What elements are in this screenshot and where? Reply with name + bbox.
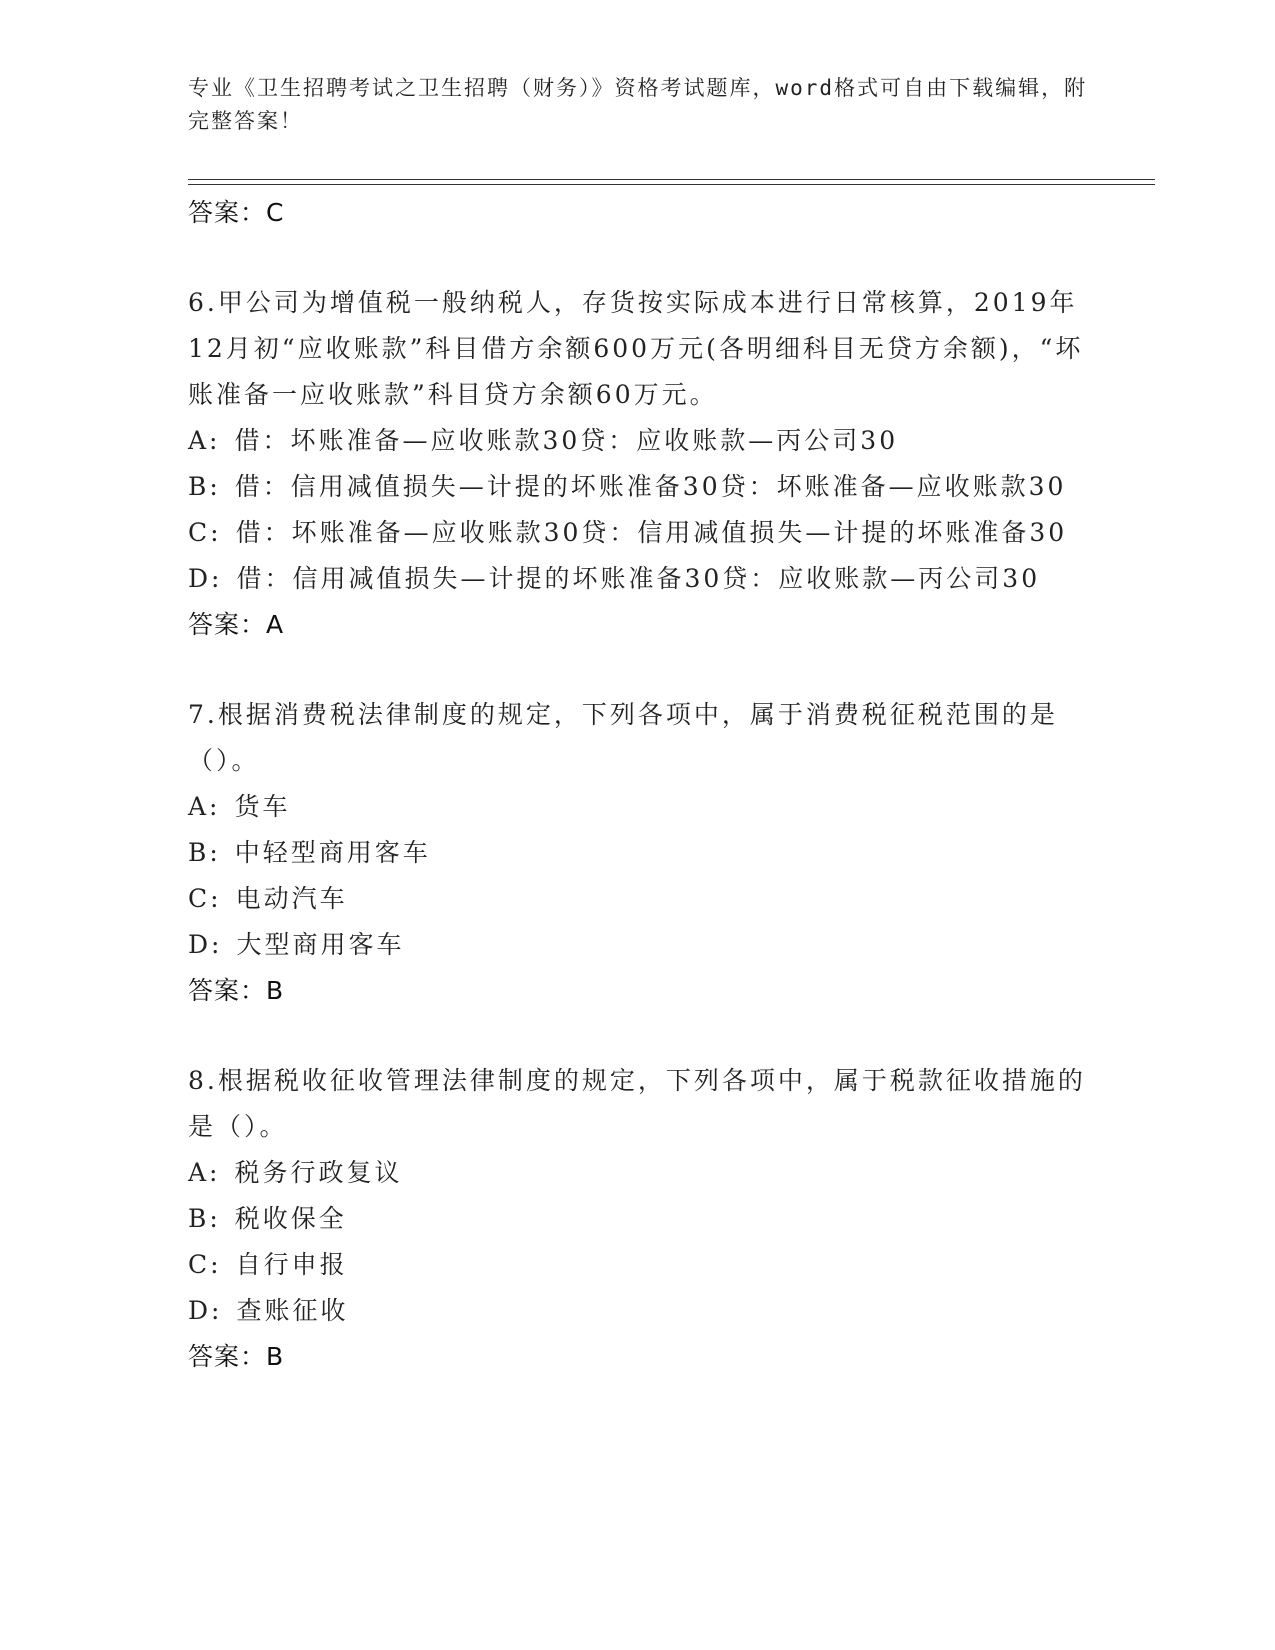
option-label: A:: [188, 792, 221, 821]
option-text: 借：坏账准备—应收账款30贷：应收账款—丙公司30: [234, 426, 899, 455]
option-d: [188, 1288, 1088, 1334]
option-d: [188, 922, 1088, 968]
option-text: 借：信用减值损失—计提的坏账准备30贷：应收账款—丙公司30: [236, 564, 1041, 593]
option-label: A:: [188, 426, 221, 455]
option-text: 税收保全: [234, 1204, 347, 1233]
option-a: [188, 784, 1088, 830]
option-d: [188, 556, 1088, 602]
option-a: [188, 418, 1088, 464]
option-text: 大型商用客车: [236, 930, 405, 959]
option-c: [188, 1242, 1088, 1288]
answer-line: 答案：A: [188, 610, 285, 639]
option-b: [188, 1196, 1088, 1242]
header-rule-top: [188, 179, 1155, 180]
header-rule-bottom: [188, 184, 1155, 185]
option-text: 中轻型商用客车: [234, 838, 431, 867]
question-text: 6.甲公司为增值税一般纳税人，存货按实际成本进行日常核算，2019年12月初“应收账款”科目借方余额600万元(各明细科目无贷方余额)，“坏账准备一应收账款”科目贷方余额60万元。: [188, 288, 1084, 409]
option-label: D:: [188, 564, 223, 593]
page-header: 专业《卫生招聘考试之卫生招聘（财务）》资格考试题库，word格式可自由下载编辑，附完整答案！: [188, 76, 1088, 133]
option-text: 借：坏账准备—应收账款30贷：信用减值损失—计提的坏账准备30: [235, 518, 1068, 547]
answer-line: 答案：B: [188, 976, 285, 1005]
question-8: [188, 1058, 1088, 1380]
option-label: B:: [188, 1204, 221, 1233]
option-text: 查账征收: [236, 1296, 349, 1325]
question-text: 7.根据消费税法律制度的规定，下列各项中，属于消费税征税范围的是（）。: [188, 700, 1058, 775]
option-label: B:: [188, 472, 221, 501]
option-label: D:: [188, 1296, 223, 1325]
question-7: [188, 692, 1088, 1014]
answer-line: 答案：B: [188, 1342, 285, 1371]
option-label: C:: [188, 518, 222, 547]
option-b: [188, 830, 1088, 876]
option-b: [188, 464, 1088, 510]
question-text: 8.根据税收征收管理法律制度的规定，下列各项中，属于税款征收措施的是（）。: [188, 1066, 1086, 1141]
option-text: 借：信用减值损失—计提的坏账准备30贷：坏账准备—应收账款30: [234, 472, 1067, 501]
option-c: [188, 876, 1088, 922]
question-6: [188, 280, 1088, 648]
option-c: [188, 510, 1088, 556]
option-a: [188, 1150, 1088, 1196]
option-label: A:: [188, 1158, 221, 1187]
option-label: C:: [188, 1250, 222, 1279]
option-label: C:: [188, 884, 222, 913]
option-label: D:: [188, 930, 223, 959]
option-text: 税务行政复议: [234, 1158, 403, 1187]
option-label: B:: [188, 838, 221, 867]
option-text: 货车: [234, 792, 291, 821]
document-content: [188, 190, 1088, 1380]
option-text: 自行申报: [235, 1250, 348, 1279]
option-text: 电动汽车: [235, 884, 348, 913]
answer-line: 答案：C: [188, 198, 285, 227]
